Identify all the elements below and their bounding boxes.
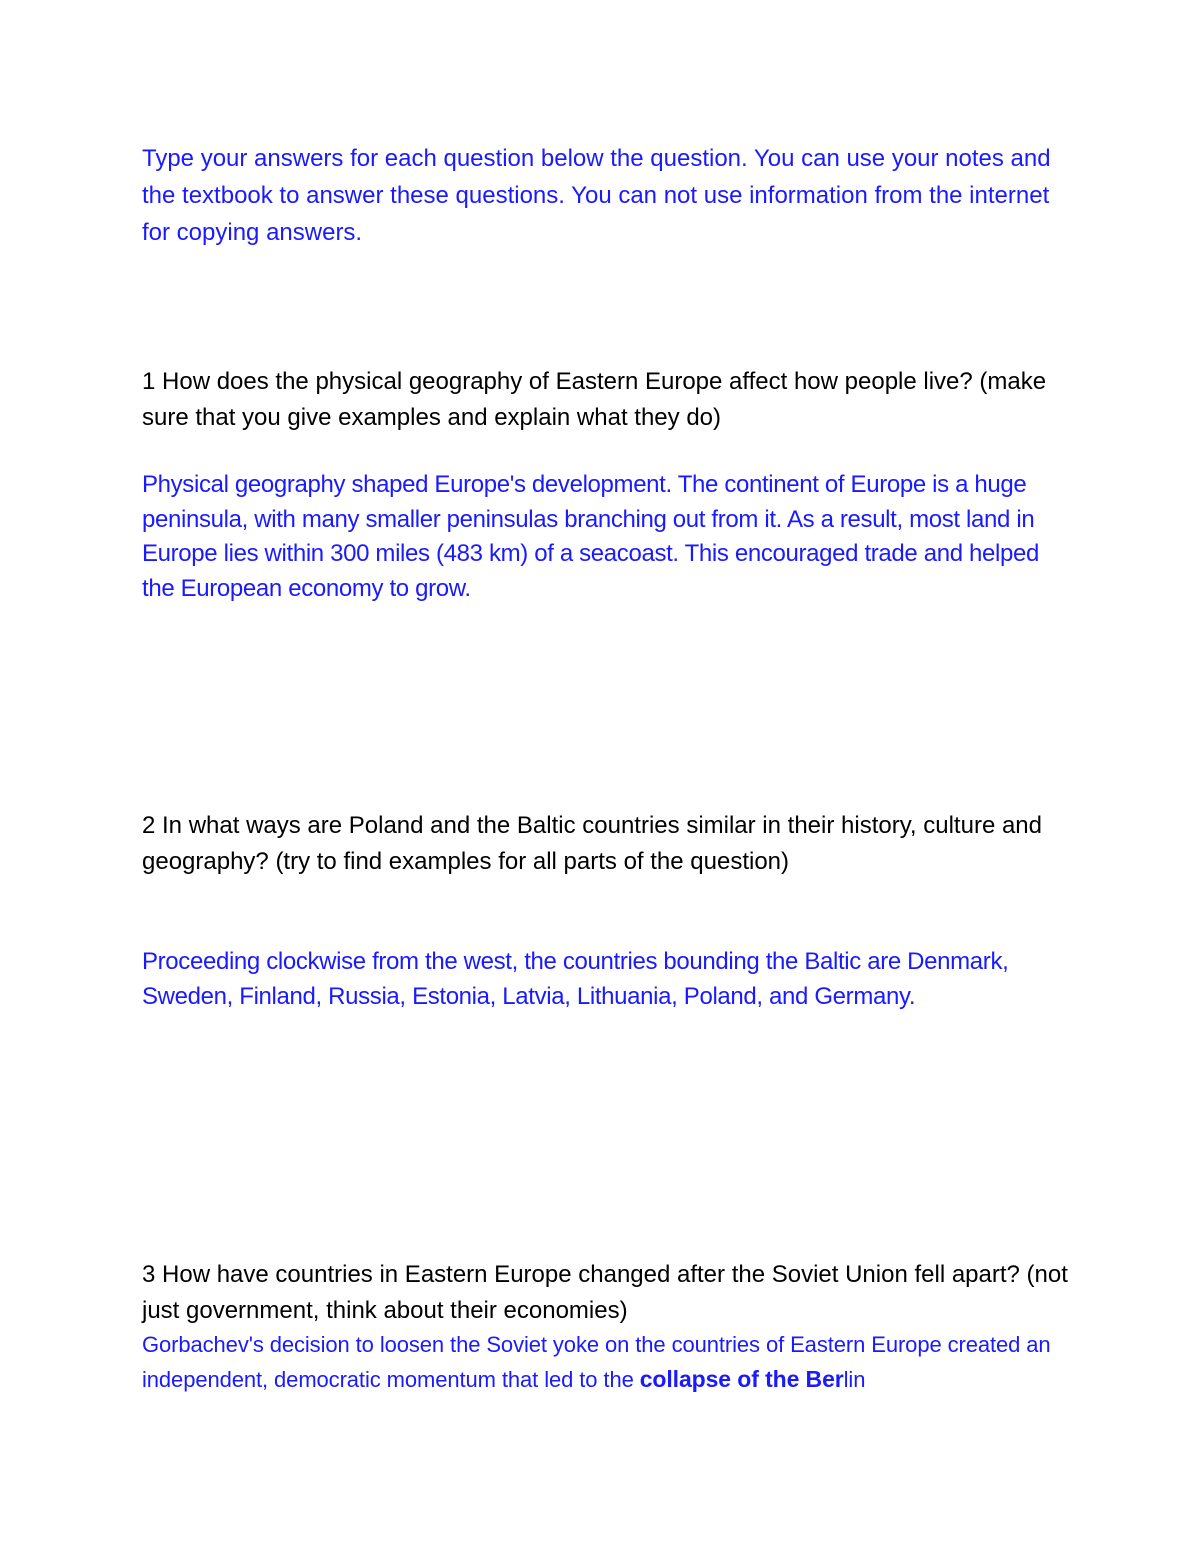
question-3: 3 How have countries in Eastern Europe changed after the Soviet Union fell apart? (not just government, think about their economies) [142, 1261, 1068, 1324]
answer-3 [142, 1328, 1072, 1397]
question-1: 1 How does the physical geography of Eastern Europe affect how people live? (make sure that you give examples and explain what they do) [142, 368, 1047, 431]
answer-1: Physical geography shaped Europe's development. The continent of Europe is a huge peninsula, with many smaller peninsulas branching out from it. As a result, most land in Europe lies within 300 miles (483 km) of a seacoast. This encouraged trade and helped the European economy to grow. [142, 471, 1040, 602]
instructions-text: Type your answers for each question below the question. You can use your notes and the textbook to answer these questions. You can not use information from the internet for copying answers. [142, 145, 1051, 246]
question-2: 2 In what ways are Poland and the Baltic countries similar in their history, culture and geography? (try to find examples for all parts of the question) [142, 812, 1042, 875]
answer-3-trailing-text: lin [843, 1367, 866, 1392]
answer-3-bold-text: collapse of the Ber [639, 1366, 844, 1392]
answer-2: Proceeding clockwise from the west, the countries bounding the Baltic are Denmark, Sweden, Finland, Russia, Estonia, Latvia, Lithuania, Poland, and Germany. [142, 948, 1009, 1010]
answer-3-text: Gorbachev's decision to loosen the Soviet yoke on the countries of Eastern Europe created an independent, democratic momentum that led to the [142, 1332, 1051, 1392]
